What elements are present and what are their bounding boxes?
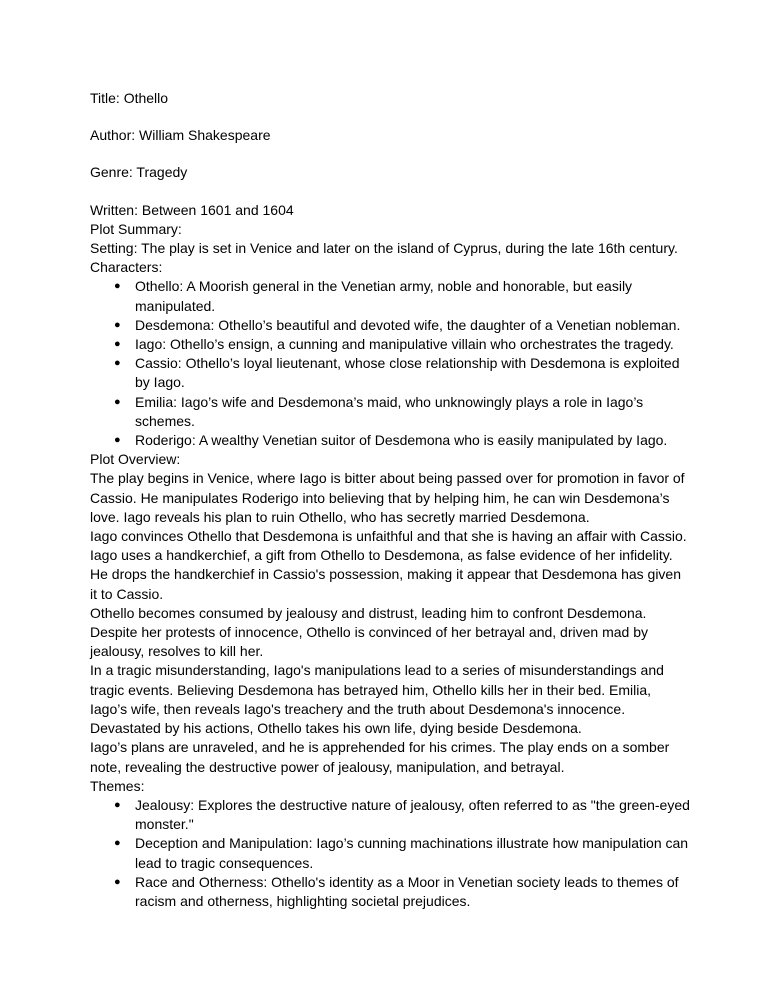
written-line: Written: Between 1601 and 1604 bbox=[90, 201, 294, 218]
list-item bbox=[90, 796, 690, 834]
theme-race: Race and Otherness: Othello's identity as a Moor in Venetian society leads to themes of racism and otherness, highlighting societal prejudices. bbox=[135, 873, 679, 909]
character-desdemona: Desdemona: Othello’s beautiful and devoted wife, the daughter of a Venetian nobleman. bbox=[135, 316, 681, 333]
plot-paragraph: Othello becomes consumed by jealousy and distrust, leading him to confront Desdemona. Despite her protests of innocence, Othello is convinced of her betrayal and, driven mad by jealousy, resolves to kill her. bbox=[90, 604, 648, 660]
list-item bbox=[90, 431, 690, 450]
bullet-icon: ● bbox=[114, 798, 121, 811]
character-roderigo: Roderigo: A wealthy Venetian suitor of Desdemona who is easily manipulated by Iago. bbox=[135, 432, 668, 449]
list-item bbox=[90, 354, 690, 392]
list-item bbox=[90, 316, 690, 335]
character-othello: Othello: A Moorish general in the Venetian army, noble and honorable, but easily manipulated. bbox=[135, 278, 633, 314]
list-item bbox=[90, 393, 690, 431]
bullet-icon: ● bbox=[114, 357, 121, 370]
theme-deception: Deception and Manipulation: Iago’s cunning machinations illustrate how manipulation can lead to tragic consequences. bbox=[135, 835, 689, 871]
plot-paragraph: The play begins in Venice, where Iago is bitter about being passed over for promotion in favor of Cassio. He manipulates Roderigo into believing that by helping him, he can win Desdemona’s love. Iago reveals his plan to ruin Othello, who has secretly married Desdemona. bbox=[90, 470, 685, 525]
character-cassio: Cassio: Othello’s loyal lieutenant, whose close relationship with Desdemona is exploited by Iago. bbox=[135, 355, 680, 391]
characters-heading: Characters: bbox=[90, 259, 163, 276]
document-body bbox=[90, 89, 690, 911]
genre-line: Genre: Tragedy bbox=[90, 164, 188, 181]
themes-heading: Themes: bbox=[90, 777, 145, 794]
title-line: Title: Othello bbox=[90, 90, 169, 106]
list-item bbox=[90, 873, 690, 911]
list-item bbox=[90, 277, 690, 315]
bullet-icon: ● bbox=[114, 875, 121, 888]
list-item bbox=[90, 834, 690, 872]
bullet-icon: ● bbox=[114, 338, 121, 351]
setting-line: Setting: The play is set in Venice and later on the island of Cyprus, during the late 16th century. bbox=[90, 240, 678, 257]
bullet-icon: ● bbox=[114, 434, 121, 447]
plot-summary-heading: Plot Summary: bbox=[90, 220, 182, 237]
bullet-icon: ● bbox=[114, 318, 121, 331]
plot-paragraph: In a tragic misunderstanding, Iago's manipulations lead to a series of misunderstandings and tragic events. Believing Desdemona has betrayed him, Othello kills her in their bed. Emilia, Iago’s wife, then reveals Iago's treachery and the truth about Desdemona's innocence. Devastated by his actions, Othello takes his own life, dying beside Desdemona. bbox=[90, 662, 664, 737]
character-emilia: Emilia: Iago’s wife and Desdemona’s maid, who unknowingly plays a role in Iago’s schemes. bbox=[135, 393, 644, 429]
theme-jealousy: Jealousy: Explores the destructive nature of jealousy, often referred to as "the green-eyed monster." bbox=[135, 796, 690, 833]
themes-list bbox=[90, 796, 690, 911]
plot-overview-heading: Plot Overview: bbox=[90, 451, 181, 468]
author-line: Author: William Shakespeare bbox=[90, 127, 271, 144]
list-item bbox=[90, 335, 690, 354]
plot-paragraph: Iago’s plans are unraveled, and he is apprehended for his crimes. The play ends on a somber note, revealing the destructive power of jealousy, manipulation, and betrayal. bbox=[90, 739, 670, 775]
bullet-icon: ● bbox=[114, 395, 121, 408]
bullet-icon: ● bbox=[114, 280, 121, 293]
characters-list bbox=[90, 277, 690, 450]
bullet-icon: ● bbox=[114, 837, 121, 850]
plot-paragraph: Iago convinces Othello that Desdemona is unfaithful and that she is having an affair with Cassio. Iago uses a handkerchief, a gift from Othello to Desdemona, as false evidence of her infidelity. He drops the handkerchief in Cassio's possession, making it appear that Desdemona has given it to Cassio. bbox=[90, 528, 687, 602]
character-iago: Iago: Othello’s ensign, a cunning and manipulative villain who orchestrates the tragedy. bbox=[135, 336, 674, 353]
